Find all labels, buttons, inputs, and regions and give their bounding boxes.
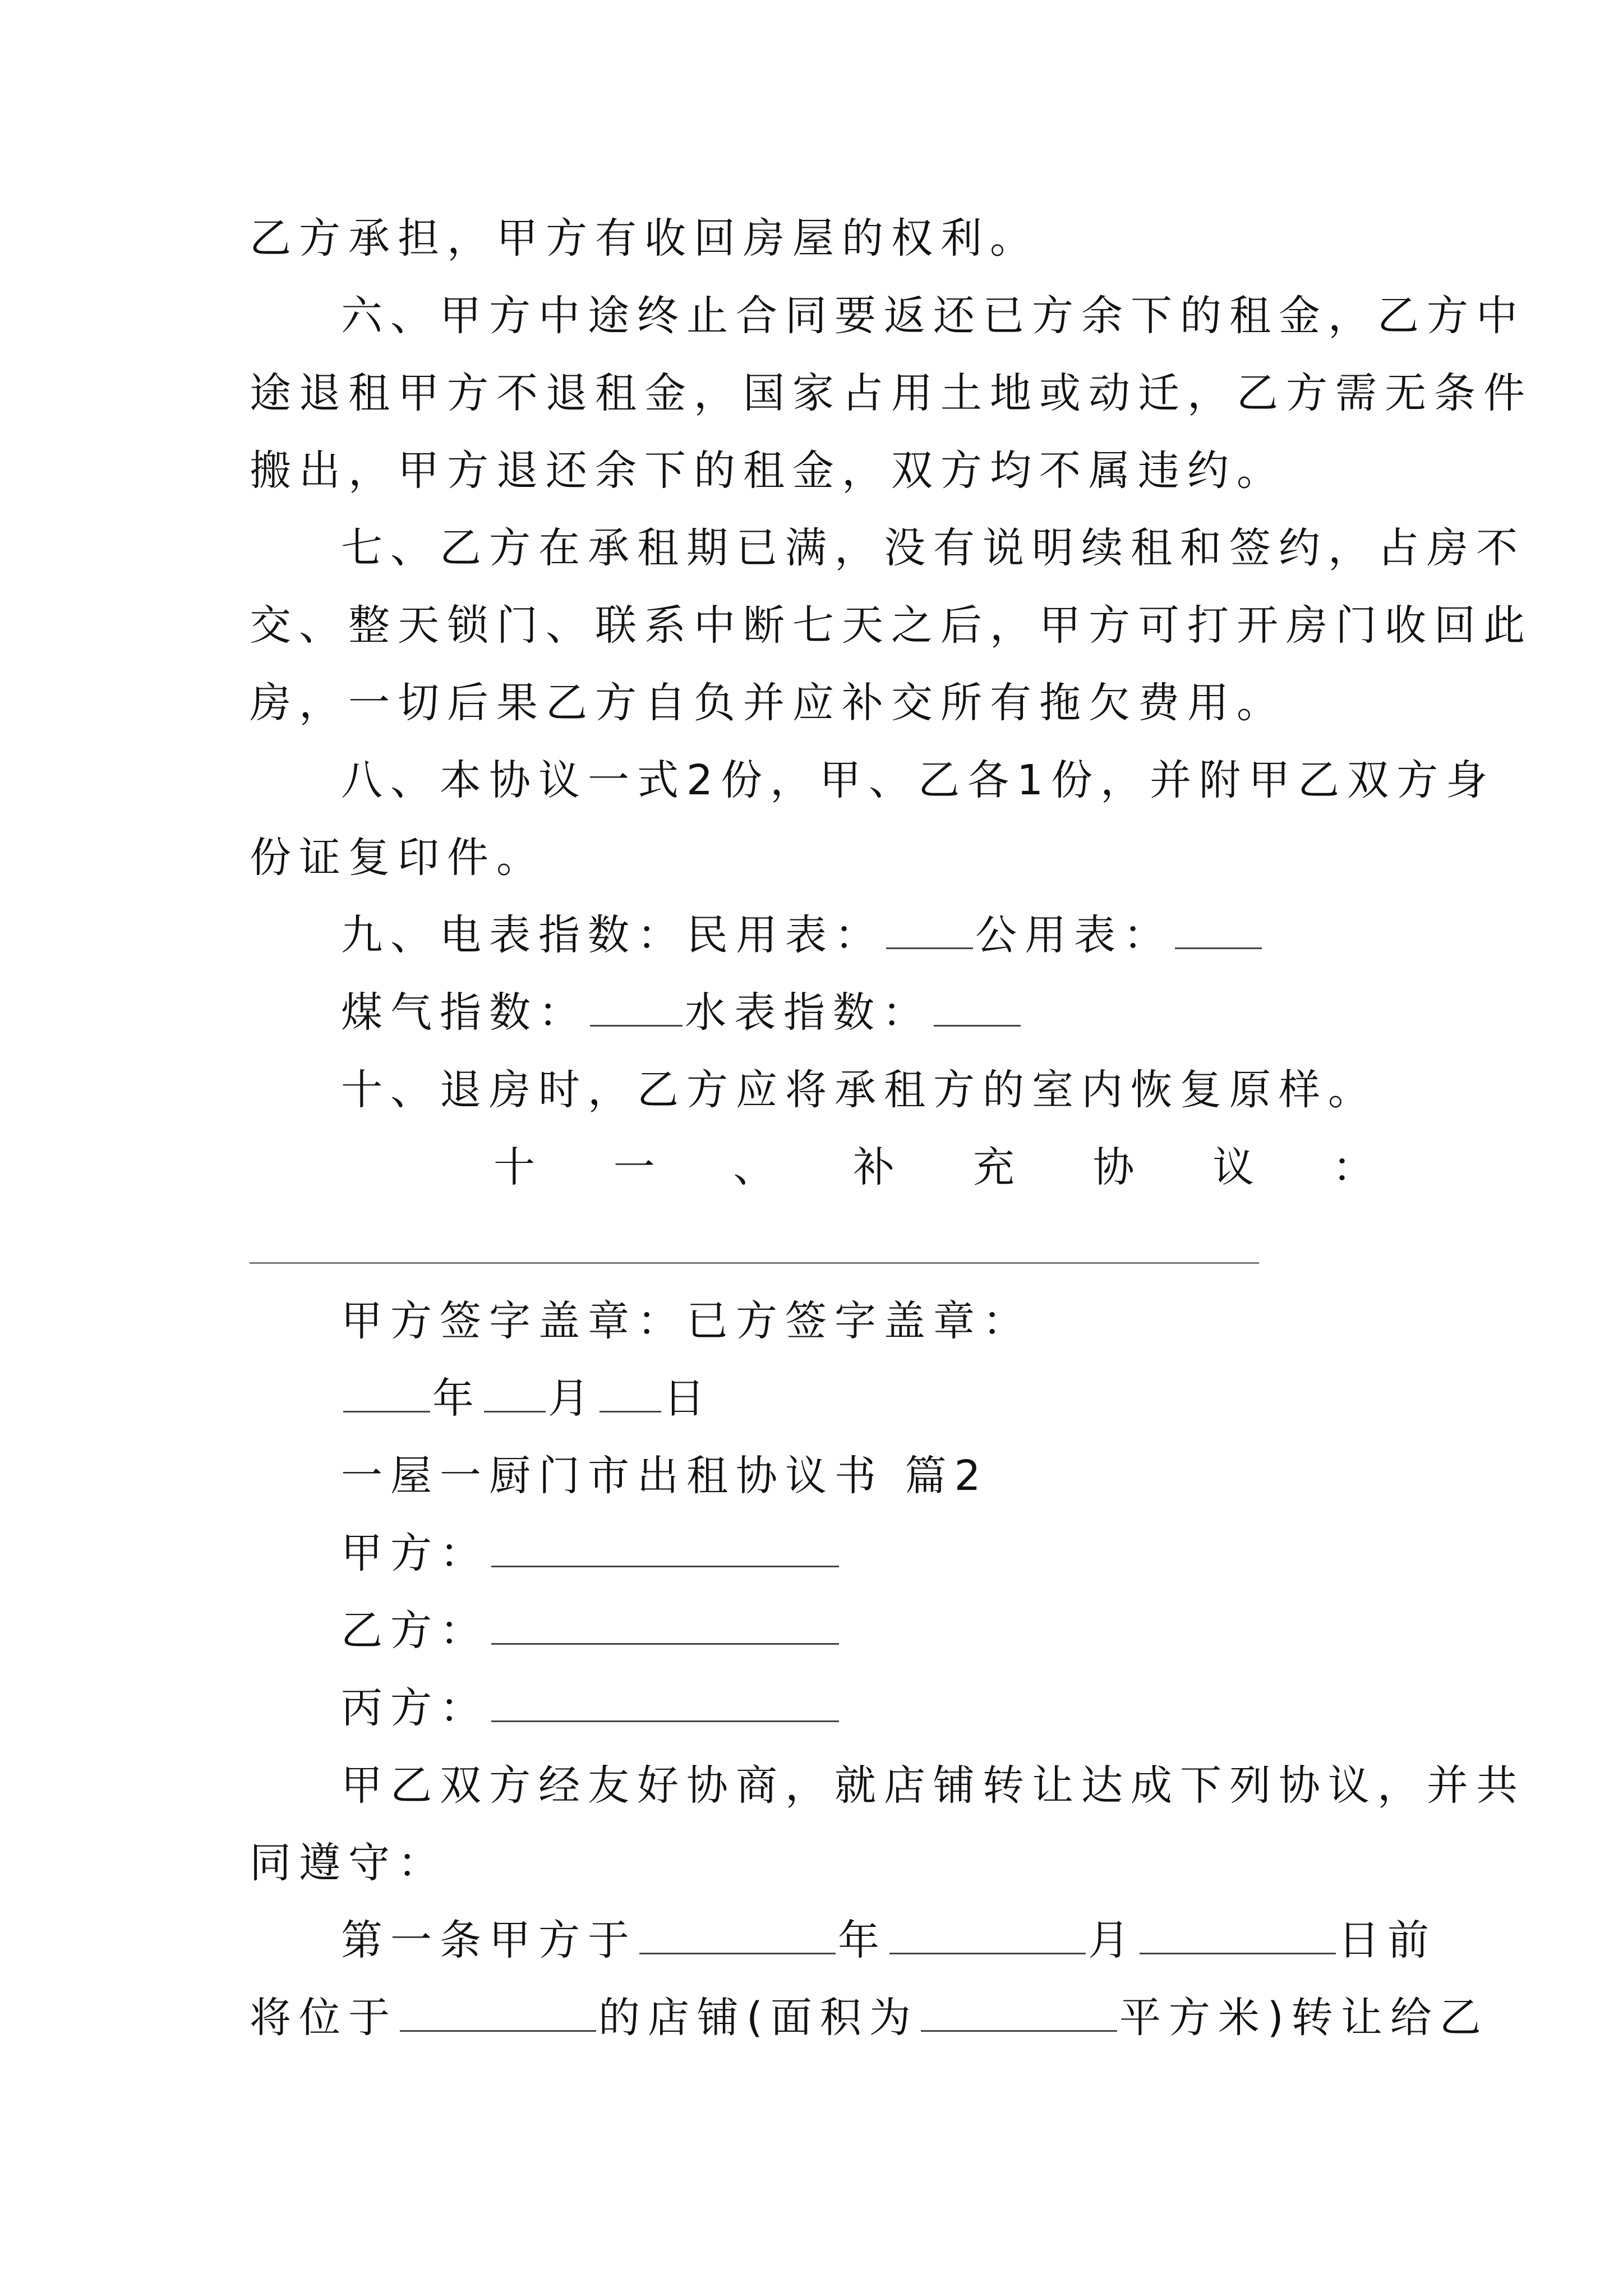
gas-label: 煤气指数： xyxy=(341,988,588,1037)
year-label: 年 xyxy=(838,1916,887,1964)
month-blank xyxy=(484,1372,546,1412)
public-meter-label: 公用表： xyxy=(975,911,1173,959)
article-one-label: 第一条甲方于 xyxy=(341,1916,637,1964)
clause-eleven-char: 十 xyxy=(494,1143,535,1191)
clause-eleven-char: 、 xyxy=(733,1143,775,1191)
clause-eleven-char: 议 xyxy=(1212,1143,1255,1191)
transfer-label: 平方米)转让给乙 xyxy=(1119,1994,1489,2042)
party-a-blank xyxy=(491,1526,839,1567)
clause-eleven-char: 补 xyxy=(853,1143,895,1191)
clause-eleven-char: 协 xyxy=(1092,1143,1135,1191)
text-line: 同遵守： xyxy=(250,1839,447,1887)
area-label: 的店铺(面积为 xyxy=(598,1994,919,2042)
party-c-line xyxy=(341,1680,841,1736)
party-c-label: 丙方： xyxy=(341,1684,489,1732)
supplement-blank-line xyxy=(250,1262,1259,1264)
clause-eleven xyxy=(494,1139,1374,1195)
water-label: 水表指数： xyxy=(685,988,932,1037)
water-blank xyxy=(934,986,1021,1027)
clause-eleven-char: 充 xyxy=(972,1143,1015,1191)
date-line xyxy=(341,1370,713,1427)
civil-meter-blank xyxy=(886,908,973,949)
clause-eight: 八、本协议一式2份，甲、乙各1份，并附甲乙双方身 xyxy=(341,756,1496,804)
intro-paragraph: 甲乙双方经友好协商，就店铺转让达成下列协议，并共 xyxy=(341,1761,1525,1810)
article-one xyxy=(341,1912,1437,1968)
text-line: 房，一切后果乙方自负并应补交所有拖欠费用。 xyxy=(250,679,1286,727)
day-label: 日前 xyxy=(1338,1916,1437,1964)
location-blank xyxy=(400,1991,596,2032)
gas-blank xyxy=(590,986,683,1027)
clause-ten: 十、退房时，乙方应将承租方的室内恢复原样。 xyxy=(341,1066,1377,1114)
article-one-cont xyxy=(250,1990,1489,2046)
public-meter-blank xyxy=(1175,908,1262,949)
signature-line: 甲方签字盖章：已方签字盖章： xyxy=(341,1297,1032,1345)
year-blank xyxy=(639,1913,836,1954)
clause-nine xyxy=(341,907,1264,963)
party-b-blank xyxy=(491,1604,839,1645)
clause-eleven-char: 一 xyxy=(613,1143,655,1191)
month-label: 月 xyxy=(1088,1916,1137,1964)
year-label: 年 xyxy=(432,1374,482,1423)
text-line: 乙方承担，甲方有收回房屋的权利。 xyxy=(250,214,1039,263)
text-line: 途退租甲方不退租金，国家占用土地或动迁，乙方需无条件 xyxy=(250,369,1533,417)
month-blank xyxy=(889,1913,1086,1954)
clause-seven: 七、乙方在承租期已满，没有说明续租和签约，占房不 xyxy=(341,524,1525,572)
day-blank xyxy=(600,1372,661,1412)
day-label: 日 xyxy=(663,1374,713,1423)
clause-six: 六、甲方中途终止合同要返还已方余下的租金，乙方中 xyxy=(341,292,1525,340)
party-b-line xyxy=(341,1603,841,1659)
text-line: 交、整天锁门、联系中断七天之后，甲方可打开房门收回此 xyxy=(250,601,1533,650)
text-line: 份证复印件。 xyxy=(250,834,546,882)
party-a-label: 甲方： xyxy=(341,1529,489,1577)
location-label: 将位于 xyxy=(250,1994,398,2042)
party-b-label: 乙方： xyxy=(341,1607,489,1655)
section-title: 一屋一厨门市出租协议书 篇2 xyxy=(341,1452,989,1500)
text-line: 搬出，甲方退还余下的租金，双方均不属违约。 xyxy=(250,447,1286,495)
party-c-blank xyxy=(491,1681,839,1722)
gas-water-line xyxy=(341,984,1023,1041)
year-blank xyxy=(343,1372,430,1412)
party-a-line xyxy=(341,1525,841,1581)
area-blank xyxy=(921,1991,1117,2032)
month-label: 月 xyxy=(548,1374,597,1423)
day-blank xyxy=(1140,1913,1336,1954)
meter-label: 九、电表指数：民用表： xyxy=(341,911,884,959)
clause-eleven-char: ： xyxy=(1332,1143,1374,1191)
